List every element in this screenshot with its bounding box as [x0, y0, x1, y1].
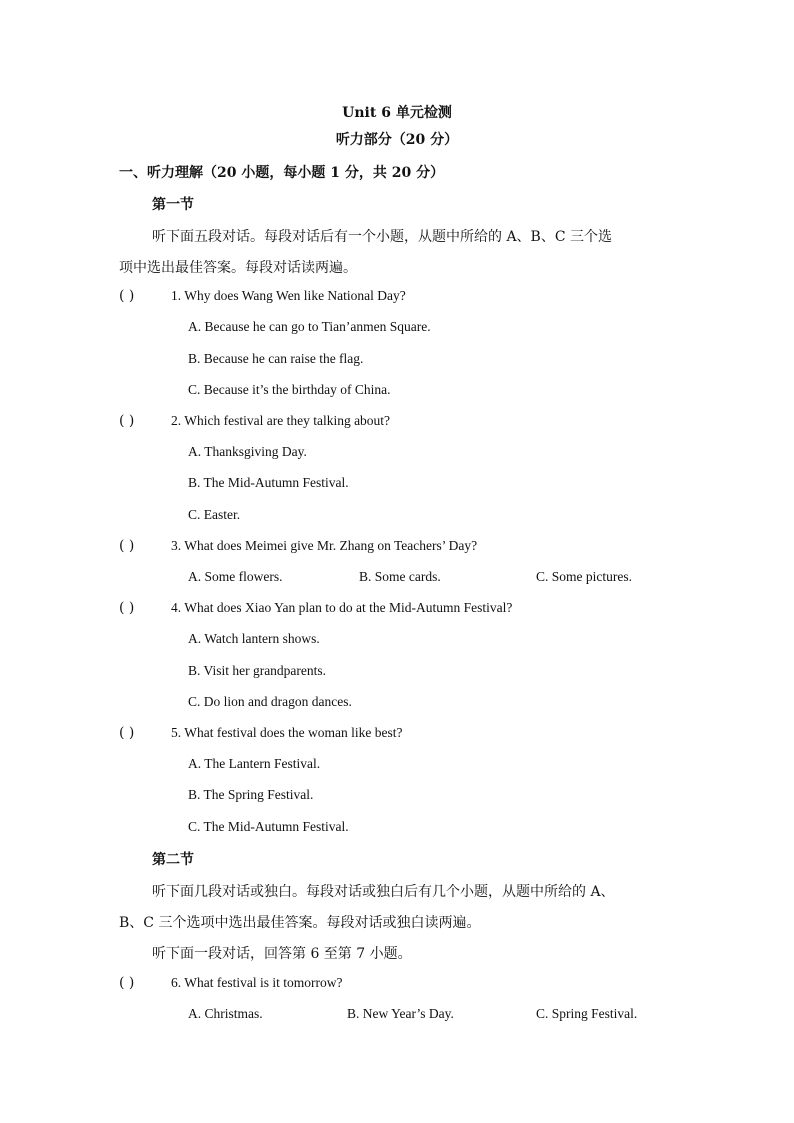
section-2-label: 第二节: [152, 852, 194, 868]
option-a: A. Watch lantern shows.: [188, 631, 320, 646]
answer-blank[interactable]: ( ): [119, 975, 135, 991]
section-2-instructions-line-2: B、C 三个选项中选出最佳答案。每段对话或独白读两遍。: [119, 915, 481, 931]
question-text: 3. What does Meimei give Mr. Zhang on Teachers’ Day?: [171, 538, 478, 553]
option-b: B. The Mid-Autumn Festival.: [188, 475, 349, 490]
option-b: B. Because he can raise the flag.: [188, 351, 364, 366]
question-text: 2. Which festival are they talking about?: [171, 413, 391, 428]
answer-blank[interactable]: ( ): [119, 725, 135, 741]
answer-blank[interactable]: ( ): [119, 288, 135, 304]
question-text: 4. What does Xiao Yan plan to do at the Mid-Autumn Festival?: [171, 600, 513, 615]
question-4: [119, 600, 512, 616]
section-1-instructions-line-1: 听下面五段对话。每段对话后有一个小题，从题中所给的 A、B、C 三个选: [152, 229, 613, 245]
question-1: [119, 288, 406, 304]
section-2-sub-instructions: 听下面一段对话，回答第 6 至第 7 小题。: [152, 946, 412, 962]
question-3: [119, 538, 477, 554]
option-c: C. Do lion and dragon dances.: [188, 694, 352, 709]
question-2: [119, 413, 390, 429]
section-2-instructions-line-1: 听下面几段对话或独白。每段对话或独白后有几个小题，从题中所给的 A、: [152, 884, 615, 900]
option-c: C. The Mid-Autumn Festival.: [188, 819, 349, 834]
answer-blank[interactable]: ( ): [119, 600, 135, 616]
question-5: [119, 725, 402, 741]
section-1-instructions-line-2: 项中选出最佳答案。每段对话读两遍。: [119, 260, 357, 276]
page-title: Unit 6 单元检测: [342, 105, 452, 121]
option-a: A. Thanksgiving Day.: [188, 444, 307, 459]
option-b: B. New Year’s Day.: [347, 1006, 454, 1021]
option-c: C. Easter.: [188, 507, 241, 522]
page-subtitle: 听力部分（20 分）: [335, 132, 459, 148]
option-a: A. Some flowers.: [188, 569, 283, 584]
option-c: C. Some pictures.: [536, 569, 632, 584]
question-text: 1. Why does Wang Wen like National Day?: [171, 288, 406, 303]
option-b: B. Some cards.: [359, 569, 441, 584]
option-b: B. Visit her grandparents.: [188, 663, 327, 678]
option-a: A. Christmas.: [188, 1006, 263, 1021]
option-a: A. Because he can go to Tian’anmen Square.: [188, 319, 431, 334]
question-6: [119, 975, 342, 991]
question-text: 5. What festival does the woman like best?: [171, 725, 403, 740]
option-c: C. Spring Festival.: [536, 1006, 638, 1021]
answer-blank[interactable]: ( ): [119, 538, 135, 554]
section-1-label: 第一节: [152, 197, 194, 213]
option-c: C. Because it’s the birthday of China.: [188, 382, 391, 397]
option-a: A. The Lantern Festival.: [188, 756, 321, 771]
answer-blank[interactable]: ( ): [119, 413, 135, 429]
part-heading: 一、听力理解（20 小题，每小题 1 分，共 20 分）: [119, 165, 445, 181]
option-b: B. The Spring Festival.: [188, 787, 314, 802]
question-text: 6. What festival is it tomorrow?: [171, 975, 343, 990]
